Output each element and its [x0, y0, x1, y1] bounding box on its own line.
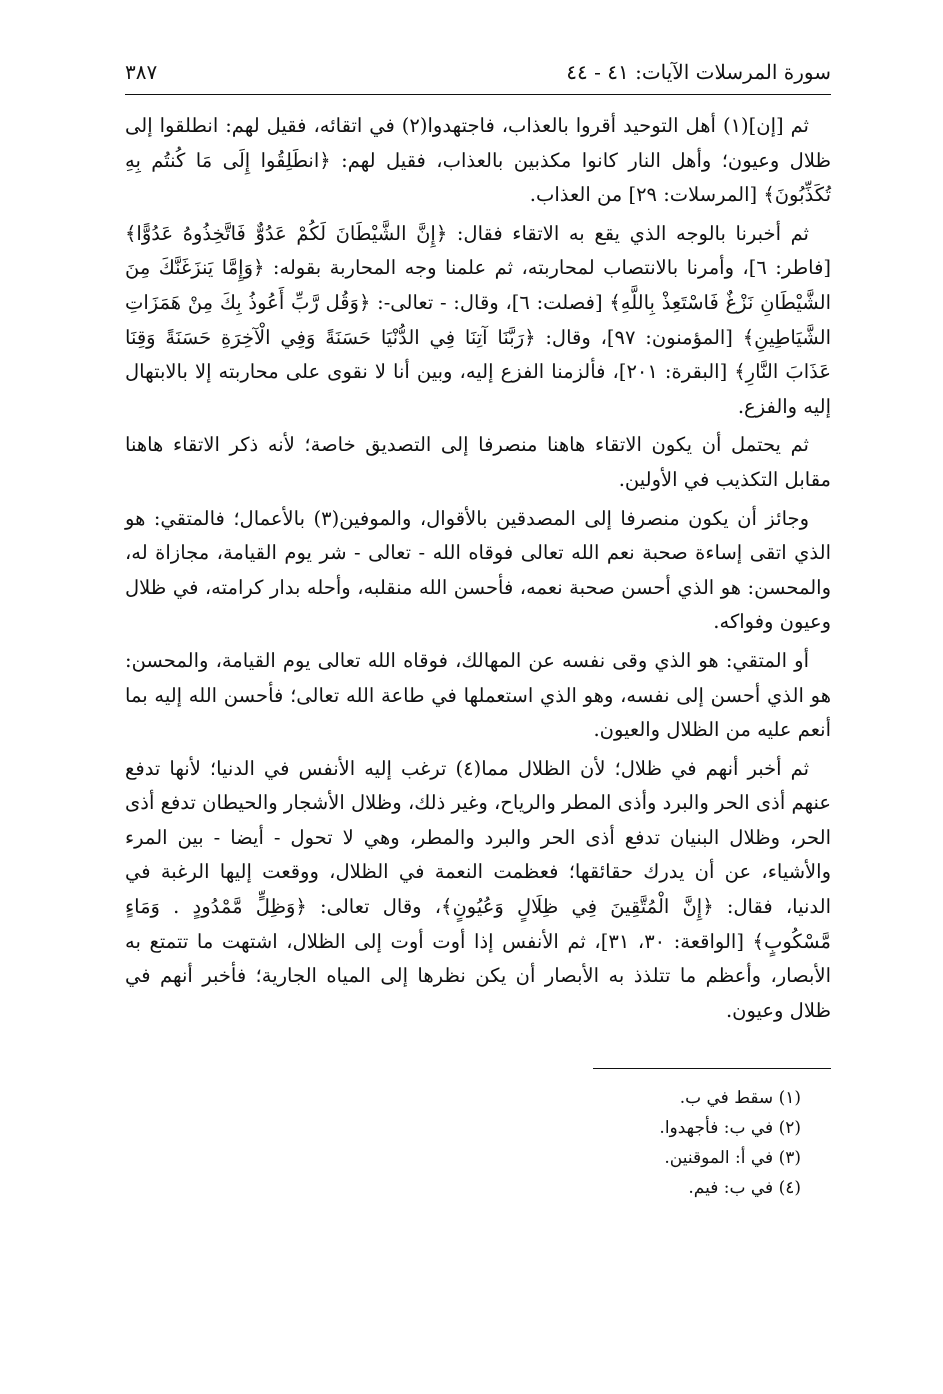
- footnote-separator: [593, 1068, 831, 1069]
- footnote: (٣) في أ: الموقنين.: [664, 1148, 801, 1169]
- paragraph: ثم أخبر أنهم في ظلال؛ لأن الظلال مما(٤) ترغب إليه الأنفس في الدنيا؛ لأنها تدفع عنهم أذى الحر والبرد وأذى المطر والرياح، وغير ذلك، وظلال الأشجار والحيطان تدفع أذى الحر، وظلال البنيان تدفع أذى الحر والبرد والمطر، وهي لا تحول - أيضا - بين المرء والأشياء، عن أن يدرك حقائقها؛ فعظمت النعمة في الظلال، ووقعت إليها الرغبة في الدنيا، فقال: ﴿إِنَّ الْمُتَّقِينَ فِي ظِلَالٍ وَعُيُونٍ﴾، وقال تعالى: ﴿وَظِلٍّ مَّمْدُودٍ . وَمَاءٍ مَّسْكُوبٍ﴾ [الواقعة: ٣٠، ٣١]، ثم الأنفس إذا أوت أوت إلى الظلال، اشتهت ما تتمتع به الأبصار، وأعظم ما تتلذذ به الأبصار أن يكن نظرها إلى المياه الجارية؛ فأخبر أنهم في ظلال وعيون.: [125, 756, 831, 1022]
- footnote: (٤) في ب: فيم.: [688, 1178, 801, 1199]
- running-title: سورة المرسلات الآيات: ٤١ - ٤٤: [566, 60, 831, 84]
- page-number: ٣٨٧: [125, 60, 158, 84]
- page-header: [125, 58, 831, 95]
- paragraph: ثم يحتمل أن يكون الاتقاء هاهنا منصرفا إلى التصديق خاصة؛ لأنه ذكر الاتقاء هاهنا مقابل التكذيب في الأولين.: [125, 433, 831, 491]
- paragraph: أو المتقي: هو الذي وقى نفسه عن المهالك، فوقاه الله تعالى يوم القيامة، والمحسن: هو الذي أحسن إلى نفسه، وهو الذي استعملها في طاعة الله تعالى؛ فأحسن الله إليه بما أنعم عليه من الظلال والعيون.: [125, 648, 831, 742]
- paragraph: ثم أخبرنا بالوجه الذي يقع به الاتقاء فقال: ﴿إِنَّ الشَّيْطَانَ لَكُمْ عَدُوٌّ فَاتَّخِذُوهُ عَدُوًّا﴾ [فاطر: ٦]، وأمرنا بالانتصاب لمحاربته، ثم علمنا وجه المحاربة بقوله: ﴿وَإِمَّا يَنزَغَنَّكَ مِنَ الشَّيْطَانِ نَزْغٌ فَاسْتَعِذْ بِاللَّهِ﴾ [فصلت: ٦]، وقال: - تعالى-: ﴿وَقُل رَّبِّ أَعُوذُ بِكَ مِنْ هَمَزَاتِ الشَّيَاطِينِ﴾ [المؤمنون: ٩٧]، وقال: ﴿رَبَّنَا آتِنَا فِي الدُّنْيَا حَسَنَةً وَفِي الْآخِرَةِ حَسَنَةً وَقِنَا عَذَابَ النَّارِ﴾ [البقرة: ٢٠١]، فألزمنا الفزع إليه، وبين أنا لا نقوى على محاربته إلا بالابتهال إليه والفزع.: [125, 221, 831, 418]
- footnote: (٢) في ب: فأجهدوا.: [659, 1118, 801, 1139]
- paragraph: ثم [إن](١) أهل التوحيد أقروا بالعذاب، فاجتهدوا(٢) في اتقائه، فقيل لهم: انطلقوا إلى ظلال وعيون؛ وأهل النار كانوا مكذبين بالعذاب، فقيل لهم: ﴿انطَلِقُوا إِلَى مَا كُنتُم بِهِ تُكَذِّبُونَ﴾ [المرسلات: ٢٩] من العذاب.: [125, 114, 831, 207]
- footnotes: [125, 1083, 831, 1203]
- footnote: (١) سقط في ب.: [679, 1088, 801, 1109]
- paragraph: وجائز أن يكون منصرفا إلى المصدقين بالأقوال، والموفين(٣) بالأعمال؛ فالمتقي: هو الذي اتقى إساءة صحبة نعم الله تعالى فوقاه الله - تعالى - شر يوم القيامة، مجازاة له، والمحسن: هو الذي أحسن صحبة نعمه، فأحسن الله منقلبه، وأحله بدار كرامته، في ظلال وعيون وفواكه.: [125, 506, 831, 634]
- main-text: [125, 109, 831, 1028]
